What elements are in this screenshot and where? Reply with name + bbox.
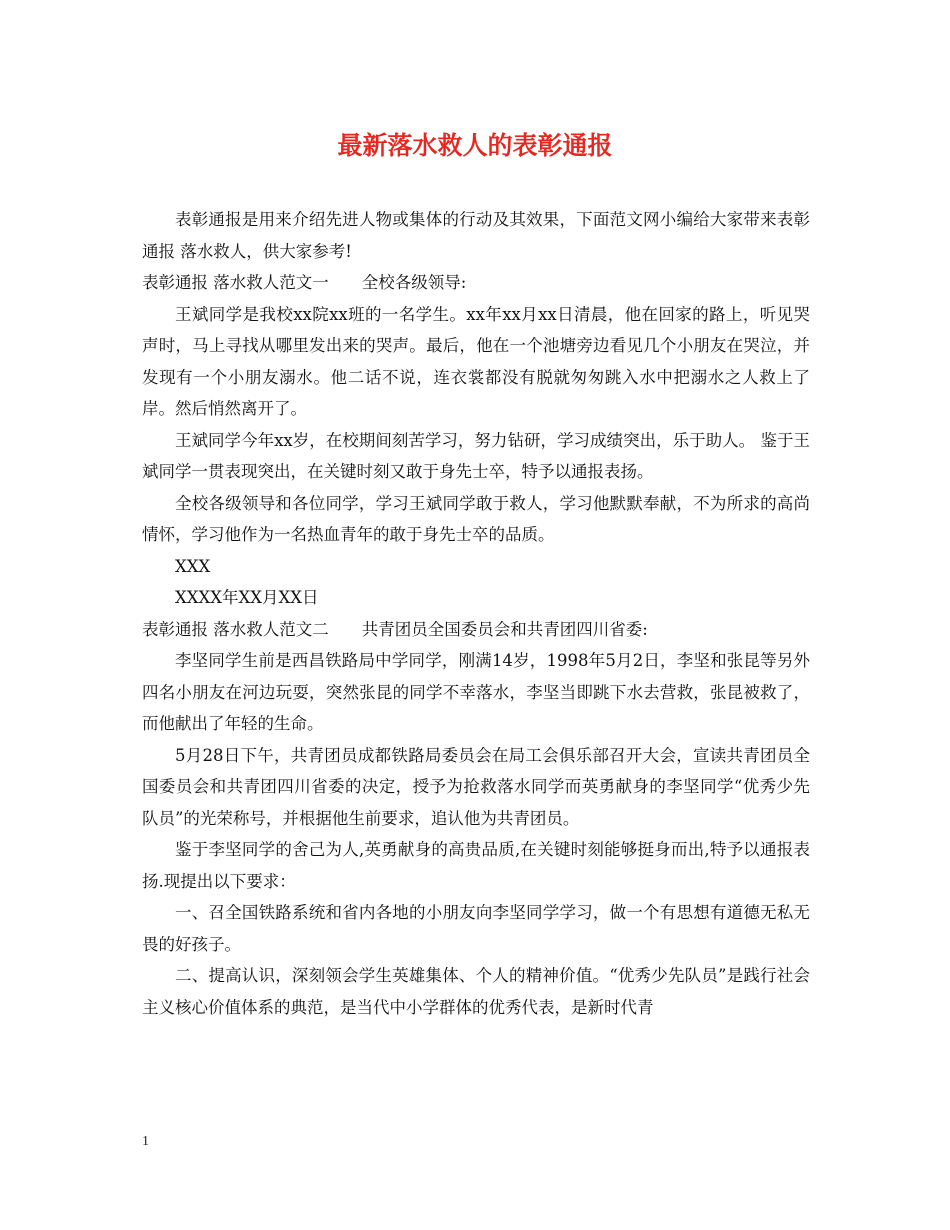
paragraph: 李坚同学生前是西昌铁路局中学同学，刚满14岁，1998年5月2日，李坚和张昆等另外四名小朋友在河边玩耍，突然张昆的同学不幸落水，李坚当即跳下水去营救，张昆被救了，而他献出了年轻的生命。 (142, 651, 810, 733)
paragraph: 全校各级领导和各位同学，学习王斌同学敢于救人，学习他默默奉献，不为所求的高尚情怀，学习他作为一名热血青年的敢于身先士卒的品质。 (142, 493, 810, 544)
paragraph: 表彰通报是用来介绍先进人物或集体的行动及其效果，下面范文网小编给大家带来表彰通报 落水救人，供大家参考! (142, 210, 810, 261)
paragraph: XXXX年XX月XX日 (175, 588, 319, 607)
paragraph: 王斌同学是我校xx院xx班的一名学生。xx年xx月xx日清晨，他在回家的路上，听见哭声时，马上寻找从哪里发出来的哭声。最后，他在一个池塘旁边看见几个小朋友在哭泣，并发现有一个小朋友溺水。他二话不说，连衣裳都没有脱就匆匆跳入水中把溺水之人救上了岸。然后悄然离开了。 (142, 304, 810, 418)
paragraph: XXX (175, 556, 211, 576)
paragraph: 王斌同学今年xx岁，在校期间刻苦学习，努力钻研，学习成绩突出，乐于助人。 鉴于王斌同学一贯表现突出，在关键时刻又敢于身先士卒，特予以通报表扬。 (142, 430, 810, 481)
paragraph: 二、提高认识，深刻领会学生英雄集体、个人的精神价值。“优秀少先队员”是践行社会主义核心价值体系的典范，是当代中小学群体的优秀代表，是新时代青 (142, 966, 810, 1017)
paragraph: 5月28日下午，共青团员成都铁路局委员会在局工会俱乐部召开大会，宣读共青团员全国委员会和共青团四川省委的决定，授予为抢救落水同学而英勇献身的李坚同学“优秀少先队员”的光荣称号，并根据他生前要求，追认他为共青团员。 (142, 745, 810, 828)
document-title: 最新落水救人的表彰通报 (337, 131, 613, 160)
paragraph: 表彰通报 落水救人范文二 共青团员全国委员会和共青团四川省委: (142, 619, 648, 639)
paragraph: 一、召全国铁路系统和省内各地的小朋友向李坚同学学习，做一个有思想有道德无私无畏的好孩子。 (142, 903, 810, 954)
paragraph: 表彰通报 落水救人范文一 全校各级领导: (142, 273, 467, 292)
page-number: 1 (142, 1134, 149, 1149)
document-body (142, 204, 810, 1023)
paragraph: 鉴于李坚同学的舍己为人,英勇献身的高贵品质,在关键时刻能够挺身而出,特予以通报表扬.现提出以下要求： (142, 840, 810, 891)
